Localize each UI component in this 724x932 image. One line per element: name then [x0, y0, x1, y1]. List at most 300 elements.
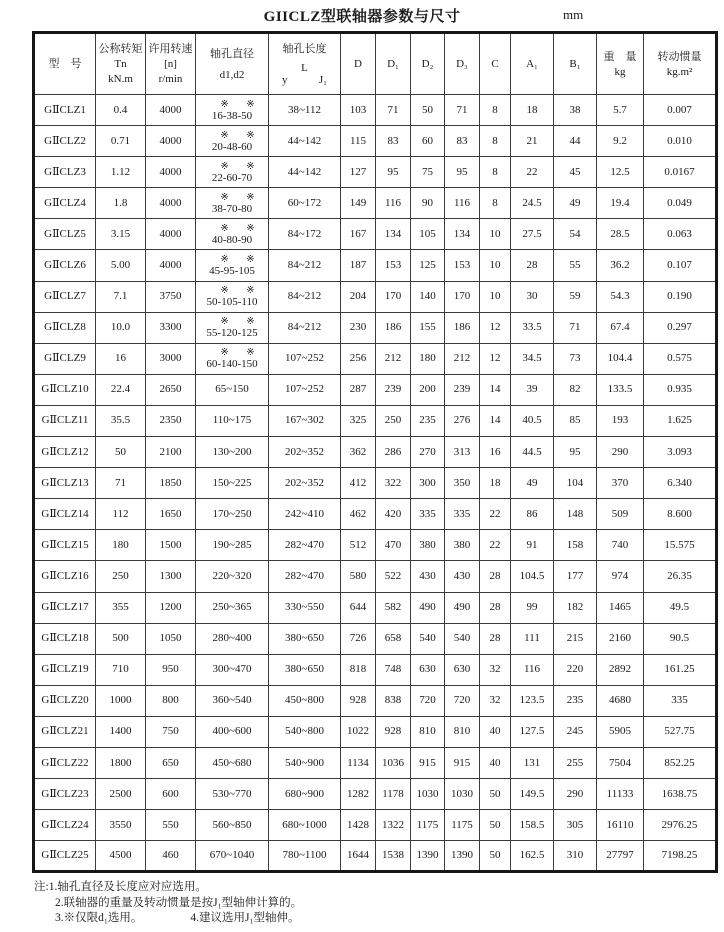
cell-bore-length: 450~800	[269, 685, 341, 716]
cell-torque: 35.5	[96, 405, 146, 436]
cell-D2: 540	[411, 623, 445, 654]
bore-diameter-value: 40-80-90	[211, 233, 253, 246]
cell-B1: 255	[554, 747, 597, 778]
cell-weight: 740	[597, 530, 644, 561]
cell-D2: 50	[411, 95, 445, 126]
cell-bore-diameter	[196, 157, 269, 188]
cell-bore-diameter	[196, 343, 269, 374]
reference-marks: ※ ※	[220, 129, 255, 141]
cell-model: GⅡCLZ4	[34, 188, 96, 219]
cell-speed: 550	[146, 810, 196, 841]
table-row	[34, 219, 717, 250]
cell-B1: 158	[554, 530, 597, 561]
table-row	[34, 841, 717, 872]
cell-model: GⅡCLZ23	[34, 779, 96, 810]
cell-bore-length: 44~142	[269, 126, 341, 157]
header-C: C	[480, 33, 511, 95]
cell-bore-length: 107~252	[269, 374, 341, 405]
cell-bore-diameter	[196, 747, 269, 778]
cell-inertia: 0.063	[644, 219, 717, 250]
table-row	[34, 561, 717, 592]
cell-bore-diameter	[196, 841, 269, 872]
cell-weight: 7504	[597, 747, 644, 778]
cell-A1: 30	[511, 281, 554, 312]
cell-D3: 71	[445, 95, 480, 126]
cell-bore-length: 202~352	[269, 468, 341, 499]
cell-torque: 10.0	[96, 312, 146, 343]
cell-weight: 27797	[597, 841, 644, 872]
cell-model: GⅡCLZ15	[34, 530, 96, 561]
cell-model: GⅡCLZ20	[34, 685, 96, 716]
cell-A1: 33.5	[511, 312, 554, 343]
bore-diameter-value: 670~1040	[209, 849, 255, 862]
cell-bore-length: 167~302	[269, 405, 341, 436]
cell-weight: 193	[597, 405, 644, 436]
cell-D2: 155	[411, 312, 445, 343]
cell-A1: 86	[511, 499, 554, 530]
cell-D1: 420	[376, 499, 411, 530]
cell-B1: 45	[554, 157, 597, 188]
cell-D2: 915	[411, 747, 445, 778]
cell-torque: 112	[96, 499, 146, 530]
cell-D1: 239	[376, 374, 411, 405]
cell-D: 187	[341, 250, 376, 281]
cell-weight: 974	[597, 561, 644, 592]
cell-B1: 59	[554, 281, 597, 312]
cell-speed: 650	[146, 747, 196, 778]
cell-D1: 470	[376, 530, 411, 561]
cell-C: 12	[480, 343, 511, 374]
cell-B1: 290	[554, 779, 597, 810]
cell-D3: 239	[445, 374, 480, 405]
cell-D3: 430	[445, 561, 480, 592]
cell-torque: 710	[96, 654, 146, 685]
cell-bore-length: 680~1000	[269, 810, 341, 841]
cell-bore-length: 282~470	[269, 530, 341, 561]
cell-inertia: 0.575	[644, 343, 717, 374]
bore-diameter-value: 530~770	[212, 787, 252, 800]
cell-speed: 2350	[146, 405, 196, 436]
cell-torque: 2500	[96, 779, 146, 810]
table-row	[34, 747, 717, 778]
title-bar	[0, 0, 724, 31]
cell-D2: 270	[411, 437, 445, 468]
cell-A1: 104.5	[511, 561, 554, 592]
cell-inertia: 0.190	[644, 281, 717, 312]
cell-model: GⅡCLZ12	[34, 437, 96, 468]
cell-bore-diameter	[196, 499, 269, 530]
cell-C: 22	[480, 530, 511, 561]
table-row	[34, 374, 717, 405]
cell-inertia: 0.010	[644, 126, 717, 157]
cell-torque: 71	[96, 468, 146, 499]
cell-D1: 134	[376, 219, 411, 250]
note-4: 4.建议选用J₁型轴伸。	[190, 912, 300, 925]
cell-model: GⅡCLZ17	[34, 592, 96, 623]
cell-D2: 235	[411, 405, 445, 436]
cell-C: 28	[480, 561, 511, 592]
table-row	[34, 592, 717, 623]
cell-D: 149	[341, 188, 376, 219]
cell-D3: 380	[445, 530, 480, 561]
header-A1: A₁	[511, 33, 554, 95]
cell-weight: 5.7	[597, 95, 644, 126]
cell-D3: 720	[445, 685, 480, 716]
cell-bore-length: 330~550	[269, 592, 341, 623]
cell-speed: 2100	[146, 437, 196, 468]
cell-model: GⅡCLZ11	[34, 405, 96, 436]
cell-bore-length: 540~800	[269, 716, 341, 747]
table-row	[34, 405, 717, 436]
cell-torque: 22.4	[96, 374, 146, 405]
cell-model: GⅡCLZ7	[34, 281, 96, 312]
note-3: 3.※仅限d₁选用。	[55, 912, 143, 925]
cell-weight: 19.4	[597, 188, 644, 219]
cell-C: 8	[480, 157, 511, 188]
cell-D3: 276	[445, 405, 480, 436]
cell-D: 1022	[341, 716, 376, 747]
cell-bore-diameter	[196, 561, 269, 592]
bore-diameter-value: 22-60-70	[211, 171, 253, 184]
cell-D2: 380	[411, 530, 445, 561]
cell-D1: 250	[376, 405, 411, 436]
cell-D: 230	[341, 312, 376, 343]
cell-model: GⅡCLZ2	[34, 126, 96, 157]
header-D: D	[341, 33, 376, 95]
cell-bore-length: 380~650	[269, 654, 341, 685]
cell-bore-length: 202~352	[269, 437, 341, 468]
cell-D: 204	[341, 281, 376, 312]
table-row	[34, 157, 717, 188]
cell-weight: 290	[597, 437, 644, 468]
cell-inertia: 0.0167	[644, 157, 717, 188]
cell-bore-diameter	[196, 779, 269, 810]
cell-bore-length: 60~172	[269, 188, 341, 219]
cell-A1: 127.5	[511, 716, 554, 747]
cell-C: 22	[480, 499, 511, 530]
bore-diameter-value: 60-140-150	[206, 358, 258, 371]
cell-D: 127	[341, 157, 376, 188]
cell-bore-length: 242~410	[269, 499, 341, 530]
cell-D2: 810	[411, 716, 445, 747]
cell-speed: 1050	[146, 623, 196, 654]
cell-D1: 522	[376, 561, 411, 592]
cell-bore-length: 38~112	[269, 95, 341, 126]
table-body	[34, 95, 717, 872]
cell-inertia: 8.600	[644, 499, 717, 530]
cell-weight: 509	[597, 499, 644, 530]
cell-B1: 310	[554, 841, 597, 872]
cell-model: GⅡCLZ21	[34, 716, 96, 747]
reference-marks: ※ ※	[220, 98, 255, 110]
cell-inertia: 15.575	[644, 530, 717, 561]
bore-diameter-value: 150~225	[212, 476, 252, 489]
cell-D: 287	[341, 374, 376, 405]
cell-A1: 40.5	[511, 405, 554, 436]
cell-D: 256	[341, 343, 376, 374]
cell-D2: 335	[411, 499, 445, 530]
header-bore-diameter: 轴孔直径 d1,d2	[196, 33, 269, 95]
cell-bore-diameter	[196, 405, 269, 436]
cell-C: 50	[480, 810, 511, 841]
cell-inertia: 90.5	[644, 623, 717, 654]
cell-inertia: 6.340	[644, 468, 717, 499]
cell-model: GⅡCLZ6	[34, 250, 96, 281]
bore-diameter-value: 130~200	[212, 445, 252, 458]
cell-D: 818	[341, 654, 376, 685]
bore-diameter-value: 55-120-125	[206, 327, 258, 340]
cell-bore-length: 44~142	[269, 157, 341, 188]
cell-B1: 148	[554, 499, 597, 530]
cell-C: 10	[480, 219, 511, 250]
cell-B1: 95	[554, 437, 597, 468]
cell-speed: 4000	[146, 95, 196, 126]
cell-weight: 104.4	[597, 343, 644, 374]
cell-D1: 286	[376, 437, 411, 468]
cell-A1: 24.5	[511, 188, 554, 219]
cell-D2: 490	[411, 592, 445, 623]
cell-bore-diameter	[196, 810, 269, 841]
bore-diameter-value: 220~320	[212, 569, 252, 582]
cell-D3: 134	[445, 219, 480, 250]
table-header	[34, 33, 717, 95]
header-bore-length: 轴孔长度 L y J₁	[269, 33, 341, 95]
cell-A1: 116	[511, 654, 554, 685]
cell-model: GⅡCLZ18	[34, 623, 96, 654]
cell-D1: 658	[376, 623, 411, 654]
cell-speed: 600	[146, 779, 196, 810]
cell-inertia: 0.049	[644, 188, 717, 219]
cell-inertia: 0.297	[644, 312, 717, 343]
bore-diameter-value: 65~150	[215, 383, 249, 396]
cell-bore-diameter	[196, 312, 269, 343]
cell-bore-diameter	[196, 250, 269, 281]
cell-B1: 82	[554, 374, 597, 405]
cell-model: GⅡCLZ5	[34, 219, 96, 250]
cell-D1: 582	[376, 592, 411, 623]
cell-D3: 490	[445, 592, 480, 623]
bore-diameter-value: 190~285	[212, 538, 252, 551]
cell-model: GⅡCLZ22	[34, 747, 96, 778]
parameters-table	[32, 31, 718, 873]
note-3-4	[55, 911, 724, 927]
cell-bore-diameter	[196, 468, 269, 499]
bore-diameter-value: 20-48-60	[211, 140, 253, 153]
cell-D1: 170	[376, 281, 411, 312]
header-torque: 公称转矩 Tn kN.m	[96, 33, 146, 95]
cell-torque: 50	[96, 437, 146, 468]
bore-diameter-value: 38-70-80	[211, 202, 253, 215]
cell-weight: 370	[597, 468, 644, 499]
cell-A1: 162.5	[511, 841, 554, 872]
cell-D3: 212	[445, 343, 480, 374]
cell-D2: 430	[411, 561, 445, 592]
cell-A1: 99	[511, 592, 554, 623]
cell-D2: 180	[411, 343, 445, 374]
cell-A1: 123.5	[511, 685, 554, 716]
cell-speed: 4000	[146, 250, 196, 281]
cell-D1: 1322	[376, 810, 411, 841]
cell-model: GⅡCLZ24	[34, 810, 96, 841]
cell-bore-diameter	[196, 592, 269, 623]
cell-B1: 245	[554, 716, 597, 747]
cell-D: 1428	[341, 810, 376, 841]
cell-bore-diameter	[196, 95, 269, 126]
cell-D1: 322	[376, 468, 411, 499]
cell-model: GⅡCLZ10	[34, 374, 96, 405]
cell-bore-length: 107~252	[269, 343, 341, 374]
cell-C: 28	[480, 623, 511, 654]
note-1: 注:1.轴孔直径及长度应对应选用。	[34, 881, 207, 894]
table-row	[34, 188, 717, 219]
cell-inertia: 7198.25	[644, 841, 717, 872]
footnotes	[34, 880, 724, 927]
cell-bore-diameter	[196, 530, 269, 561]
table-row	[34, 499, 717, 530]
table-row	[34, 468, 717, 499]
cell-B1: 73	[554, 343, 597, 374]
cell-weight: 28.5	[597, 219, 644, 250]
cell-D1: 212	[376, 343, 411, 374]
cell-D2: 140	[411, 281, 445, 312]
cell-C: 14	[480, 374, 511, 405]
bore-diameter-value: 560~850	[212, 818, 252, 831]
cell-D3: 116	[445, 188, 480, 219]
cell-D3: 1030	[445, 779, 480, 810]
cell-A1: 34.5	[511, 343, 554, 374]
cell-D1: 153	[376, 250, 411, 281]
cell-bore-diameter	[196, 623, 269, 654]
bore-diameter-value: 360~540	[212, 694, 252, 707]
cell-D3: 335	[445, 499, 480, 530]
cell-bore-diameter	[196, 716, 269, 747]
cell-D3: 810	[445, 716, 480, 747]
cell-speed: 4000	[146, 157, 196, 188]
cell-B1: 305	[554, 810, 597, 841]
table-row	[34, 95, 717, 126]
cell-bore-diameter	[196, 219, 269, 250]
cell-inertia: 2976.25	[644, 810, 717, 841]
bore-diameter-value: 50-105-110	[206, 296, 258, 309]
header-inertia: 转动惯量 kg.m²	[644, 33, 717, 95]
cell-bore-length: 84~212	[269, 250, 341, 281]
cell-speed: 3750	[146, 281, 196, 312]
cell-weight: 9.2	[597, 126, 644, 157]
cell-speed: 4000	[146, 188, 196, 219]
cell-A1: 18	[511, 95, 554, 126]
cell-D3: 186	[445, 312, 480, 343]
cell-model: GⅡCLZ8	[34, 312, 96, 343]
cell-C: 32	[480, 654, 511, 685]
reference-marks: ※ ※	[220, 316, 255, 328]
cell-inertia: 49.5	[644, 592, 717, 623]
cell-D2: 105	[411, 219, 445, 250]
table-row	[34, 281, 717, 312]
cell-torque: 3.15	[96, 219, 146, 250]
cell-D2: 90	[411, 188, 445, 219]
cell-torque: 1.12	[96, 157, 146, 188]
table-row	[34, 530, 717, 561]
cell-B1: 220	[554, 654, 597, 685]
cell-speed: 3300	[146, 312, 196, 343]
table-row	[34, 810, 717, 841]
cell-A1: 44.5	[511, 437, 554, 468]
cell-D3: 95	[445, 157, 480, 188]
cell-D1: 748	[376, 654, 411, 685]
cell-D2: 300	[411, 468, 445, 499]
cell-torque: 4500	[96, 841, 146, 872]
cell-torque: 180	[96, 530, 146, 561]
cell-D2: 60	[411, 126, 445, 157]
cell-torque: 1800	[96, 747, 146, 778]
cell-speed: 1200	[146, 592, 196, 623]
cell-D2: 1175	[411, 810, 445, 841]
cell-speed: 1850	[146, 468, 196, 499]
cell-weight: 54.3	[597, 281, 644, 312]
cell-bore-length: 680~900	[269, 779, 341, 810]
cell-inertia: 852.25	[644, 747, 717, 778]
cell-D: 462	[341, 499, 376, 530]
cell-B1: 71	[554, 312, 597, 343]
table-row	[34, 343, 717, 374]
cell-bore-length: 84~212	[269, 312, 341, 343]
cell-weight: 4680	[597, 685, 644, 716]
table-row	[34, 716, 717, 747]
cell-speed: 2650	[146, 374, 196, 405]
cell-D3: 83	[445, 126, 480, 157]
cell-weight: 36.2	[597, 250, 644, 281]
cell-bore-length: 84~172	[269, 219, 341, 250]
cell-weight: 67.4	[597, 312, 644, 343]
header-weight: 重 量 kg	[597, 33, 644, 95]
cell-bore-diameter	[196, 188, 269, 219]
bore-diameter-value: 280~400	[212, 632, 252, 645]
table-row	[34, 312, 717, 343]
cell-D: 325	[341, 405, 376, 436]
cell-model: GⅡCLZ3	[34, 157, 96, 188]
cell-B1: 177	[554, 561, 597, 592]
cell-D: 580	[341, 561, 376, 592]
cell-model: GⅡCLZ1	[34, 95, 96, 126]
cell-weight: 11133	[597, 779, 644, 810]
cell-D1: 1538	[376, 841, 411, 872]
cell-model: GⅡCLZ19	[34, 654, 96, 685]
cell-inertia: 161.25	[644, 654, 717, 685]
cell-C: 16	[480, 437, 511, 468]
reference-marks: ※ ※	[220, 285, 255, 297]
cell-D: 928	[341, 685, 376, 716]
reference-marks: ※ ※	[220, 222, 255, 234]
cell-speed: 750	[146, 716, 196, 747]
cell-A1: 21	[511, 126, 554, 157]
cell-D: 167	[341, 219, 376, 250]
cell-C: 28	[480, 592, 511, 623]
cell-C: 14	[480, 405, 511, 436]
header-D1: D₁	[376, 33, 411, 95]
cell-A1: 27.5	[511, 219, 554, 250]
cell-C: 50	[480, 779, 511, 810]
cell-A1: 49	[511, 468, 554, 499]
cell-A1: 158.5	[511, 810, 554, 841]
cell-C: 32	[480, 685, 511, 716]
cell-speed: 950	[146, 654, 196, 685]
cell-B1: 44	[554, 126, 597, 157]
cell-bore-diameter	[196, 126, 269, 157]
cell-D: 1282	[341, 779, 376, 810]
reference-marks: ※ ※	[220, 254, 255, 266]
cell-D: 412	[341, 468, 376, 499]
cell-C: 8	[480, 188, 511, 219]
